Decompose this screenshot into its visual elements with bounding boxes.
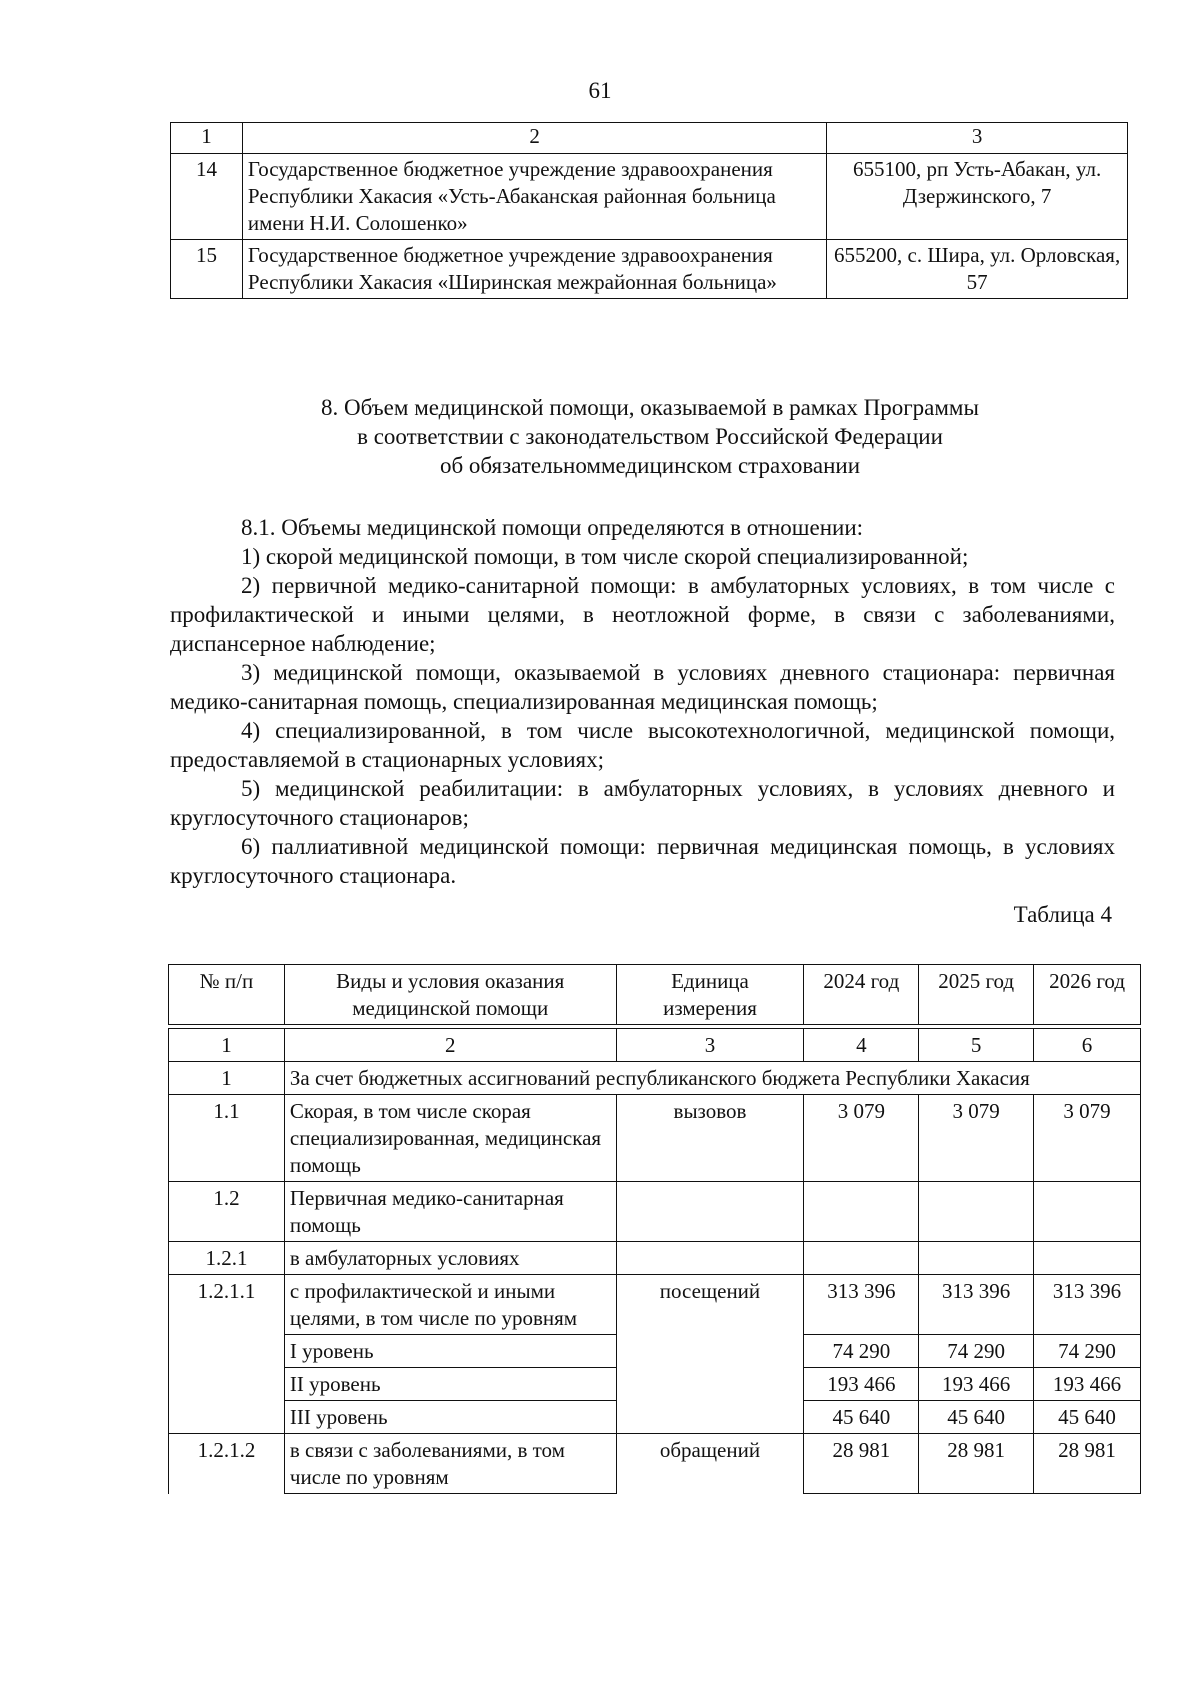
col-header-2024: 2024 год — [804, 965, 919, 1025]
section-row — [169, 1062, 1141, 1095]
value-2026: 28 981 — [1034, 1434, 1141, 1494]
value-2024: 45 640 — [804, 1401, 919, 1434]
col-header-num: № п/п — [169, 965, 285, 1025]
paragraph: 1) скорой медицинской помощи, в том числе скорой специализированной; — [241, 544, 969, 569]
table-row — [169, 1434, 1141, 1494]
section-heading-line: 8. Объем медицинской помощи, оказываемой в рамках Программы — [321, 395, 979, 420]
table-header-row — [171, 123, 1128, 154]
column-number-row — [169, 1029, 1141, 1062]
value-2025 — [919, 1242, 1034, 1275]
row-name: с профилактической и иными целями, в том числе по уровням — [284, 1275, 616, 1335]
value-2026 — [1034, 1182, 1141, 1242]
section-heading-line: в соответствии с законодательством Российской Федерации — [357, 424, 943, 449]
table-row — [169, 1275, 1141, 1335]
table-row — [169, 1242, 1141, 1275]
institutions-table — [170, 122, 1128, 299]
page-number: 61 — [588, 78, 612, 103]
col-header-3: 3 — [827, 123, 1128, 154]
section-heading — [150, 393, 1150, 480]
row-name: III уровень — [284, 1401, 616, 1434]
paragraph: 4) специализированной, в том числе высокотехнологичной, медицинской помощи, предоставляемой в стационарных условиях; — [170, 718, 1115, 772]
institution-name: Государственное бюджетное учреждение здравоохранения Республики Хакасия «Ширинская межрайонная больница» — [242, 240, 826, 299]
paragraph: 8.1. Объемы медицинской помощи определяются в отношении: — [241, 515, 864, 540]
col-number: 6 — [1034, 1029, 1141, 1062]
value-2026: 45 640 — [1034, 1401, 1141, 1434]
value-2026: 313 396 — [1034, 1275, 1141, 1335]
row-unit — [616, 1182, 804, 1242]
table-row — [171, 240, 1128, 299]
col-number: 4 — [804, 1029, 919, 1062]
col-number: 3 — [616, 1029, 804, 1062]
row-name: II уровень — [284, 1368, 616, 1401]
paragraph: 5) медицинской реабилитации: в амбулаторных условиях, в условиях дневного и круглосуточного стационаров; — [170, 776, 1115, 830]
table-row — [171, 154, 1128, 240]
value-2024: 313 396 — [804, 1275, 919, 1335]
section-title: За счет бюджетных ассигнований республиканского бюджета Республики Хакасия — [284, 1062, 1140, 1095]
value-2026: 3 079 — [1034, 1095, 1141, 1182]
value-2024: 193 466 — [804, 1368, 919, 1401]
section-heading-line: об обязательноммедицинском страховании — [439, 453, 861, 478]
paragraph: 3) медицинской помощи, оказываемой в условиях дневного стационара: первичная медико-санитарная помощь, специализированная медицинская помощь; — [170, 660, 1115, 714]
row-number: 1.2.1.1 — [169, 1275, 285, 1434]
col-number: 5 — [919, 1029, 1034, 1062]
row-number: 1 — [169, 1062, 285, 1095]
col-header-2: 2 — [242, 123, 826, 154]
institution-name: Государственное бюджетное учреждение здравоохранения Республики Хакасия «Усть-Абаканская районная больница имени Н.И. Солошенко» — [242, 154, 826, 240]
row-name: Скорая, в том числе скорая специализированная, медицинская помощь — [284, 1095, 616, 1182]
col-number: 1 — [169, 1029, 285, 1062]
value-2024: 28 981 — [804, 1434, 919, 1494]
institution-address: 655200, с. Шира, ул. Орловская, 57 — [827, 240, 1128, 299]
paragraph: 6) паллиативной медицинской помощи: первичная медицинская помощь, в условиях круглосуточного стационара. — [170, 834, 1115, 888]
row-unit: посещений — [616, 1275, 804, 1434]
volume-table — [168, 964, 1141, 1494]
value-2024: 74 290 — [804, 1335, 919, 1368]
col-number: 2 — [284, 1029, 616, 1062]
table-row — [169, 1182, 1141, 1242]
col-header-kind: Виды и условия оказания медицинской помощи — [284, 965, 616, 1025]
value-2024 — [804, 1242, 919, 1275]
value-2025: 74 290 — [919, 1335, 1034, 1368]
value-2025 — [919, 1182, 1034, 1242]
table-row — [169, 1095, 1141, 1182]
table-label: Таблица 4 — [1013, 902, 1112, 927]
row-number: 1.2.1 — [169, 1242, 285, 1275]
col-header-2026: 2026 год — [1034, 965, 1141, 1025]
value-2026 — [1034, 1242, 1141, 1275]
value-2025: 313 396 — [919, 1275, 1034, 1335]
body-text — [170, 513, 1115, 890]
value-2026: 74 290 — [1034, 1335, 1141, 1368]
value-2025: 45 640 — [919, 1401, 1034, 1434]
row-number: 1.2 — [169, 1182, 285, 1242]
paragraph: 2) первичной медико-санитарной помощи: в амбулаторных условиях, в том числе с профилактической и иными целями, в неотложной форме, в связи с заболеваниями, диспансерное наблюдение; — [170, 573, 1115, 656]
institution-address: 655100, рп Усть-Абакан, ул. Дзержинского, 7 — [827, 154, 1128, 240]
value-2025: 28 981 — [919, 1434, 1034, 1494]
row-name: в связи с заболеваниями, в том числе по уровням — [284, 1434, 616, 1494]
row-number: 1.2.1.2 — [169, 1434, 285, 1494]
row-unit: вызовов — [616, 1095, 804, 1182]
row-unit: обращений — [616, 1434, 804, 1494]
row-name: Первичная медико-санитарная помощь — [284, 1182, 616, 1242]
row-unit — [616, 1242, 804, 1275]
value-2026: 193 466 — [1034, 1368, 1141, 1401]
col-header-unit: Единица измерения — [616, 965, 804, 1025]
value-2024: 3 079 — [804, 1095, 919, 1182]
col-header-2025: 2025 год — [919, 965, 1034, 1025]
row-number: 15 — [171, 240, 243, 299]
row-name: в амбулаторных условиях — [284, 1242, 616, 1275]
value-2025: 193 466 — [919, 1368, 1034, 1401]
row-name: I уровень — [284, 1335, 616, 1368]
col-header-1: 1 — [171, 123, 243, 154]
value-2025: 3 079 — [919, 1095, 1034, 1182]
value-2024 — [804, 1182, 919, 1242]
row-number: 14 — [171, 154, 243, 240]
table-header-row — [169, 965, 1141, 1025]
row-number: 1.1 — [169, 1095, 285, 1182]
